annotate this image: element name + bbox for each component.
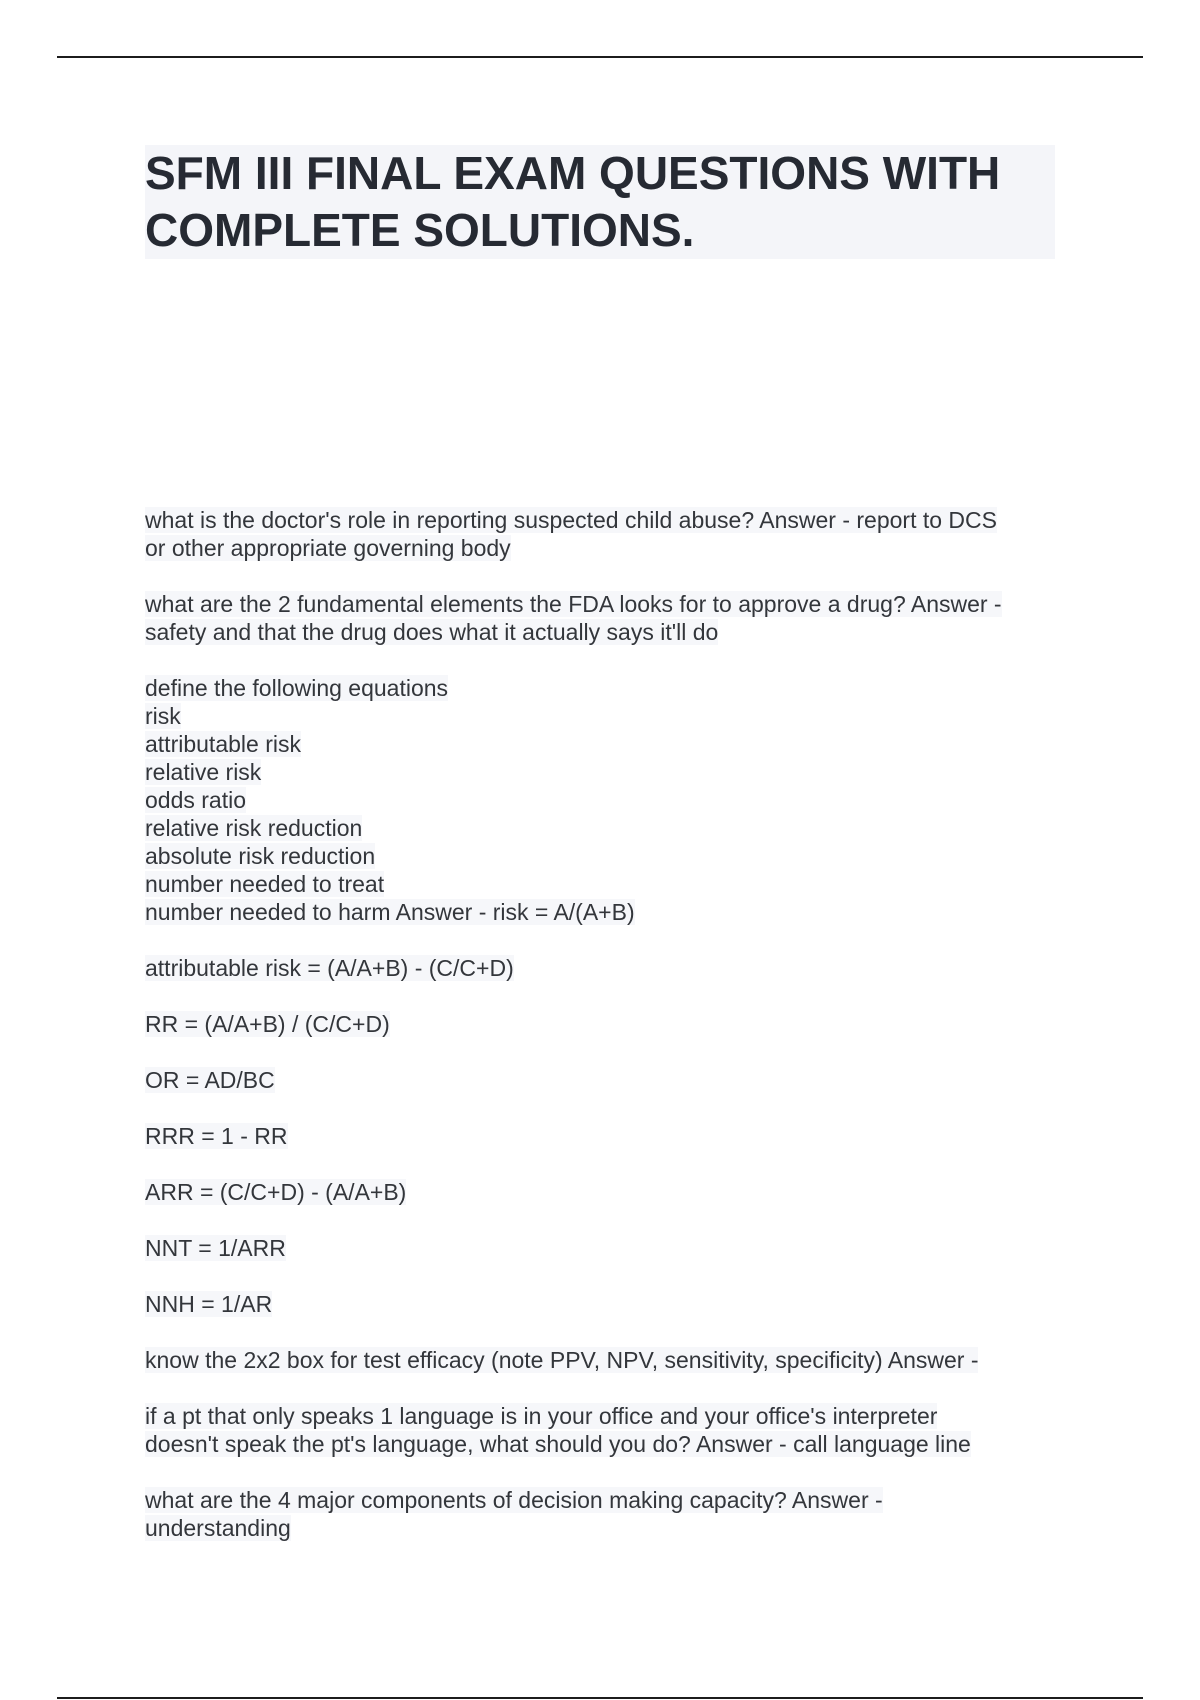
text-line: NNH = 1/AR [145,1291,273,1317]
text-line: define the following equations [145,675,449,701]
text-line: attributable risk = (A/A+B) - (C/C+D) [145,955,514,981]
text-line: RRR = 1 - RR [145,1123,288,1149]
text-line: number needed to harm Answer - risk = A/(A+B) [145,899,635,925]
qa-interpreter [145,1402,1065,1458]
text-line: or other appropriate governing body [145,535,511,561]
top-rule [57,56,1143,58]
formula-attributable-risk [145,954,1065,982]
text-line: absolute risk reduction [145,843,376,869]
text-line: NNT = 1/ARR [145,1235,286,1261]
text-line: safety and that the drug does what it actually says it'll do [145,619,719,645]
text-line: understanding [145,1515,291,1541]
title-line-2: COMPLETE SOLUTIONS. [145,204,695,256]
qa-fda-elements [145,590,1065,646]
text-line: if a pt that only speaks 1 language is in your office and your office's interpreter [145,1403,938,1429]
text-line: relative risk reduction [145,815,363,841]
document-title [145,145,1055,259]
formula-nnt [145,1234,1065,1262]
text-line: what is the doctor's role in reporting suspected child abuse? Answer - report to DCS [145,507,997,533]
qa-equations [145,674,1065,926]
formula-or [145,1066,1065,1094]
formula-rr [145,1010,1065,1038]
text-line: odds ratio [145,787,247,813]
text-line: OR = AD/BC [145,1067,275,1093]
formula-nnh [145,1290,1065,1318]
text-line: attributable risk [145,731,301,757]
qa-child-abuse [145,506,1065,562]
bottom-rule [57,1697,1143,1699]
text-line: what are the 2 fundamental elements the FDA looks for to approve a drug? Answer - [145,591,1002,617]
text-line: ARR = (C/C+D) - (A/A+B) [145,1179,407,1205]
qa-2x2-box [145,1346,1065,1374]
text-line: risk [145,703,181,729]
qa-decision-capacity [145,1486,1065,1542]
text-line: number needed to treat [145,871,385,897]
document-body [145,506,1065,1570]
text-line: doesn't speak the pt's language, what should you do? Answer - call language line [145,1431,971,1457]
title-line-1: SFM III FINAL EXAM QUESTIONS WITH [145,147,1001,199]
text-line: know the 2x2 box for test efficacy (note PPV, NPV, sensitivity, specificity) Answer - [145,1347,979,1373]
formula-rrr [145,1122,1065,1150]
formula-arr [145,1178,1065,1206]
text-line: relative risk [145,759,262,785]
text-line: RR = (A/A+B) / (C/C+D) [145,1011,390,1037]
text-line: what are the 4 major components of decision making capacity? Answer - [145,1487,883,1513]
